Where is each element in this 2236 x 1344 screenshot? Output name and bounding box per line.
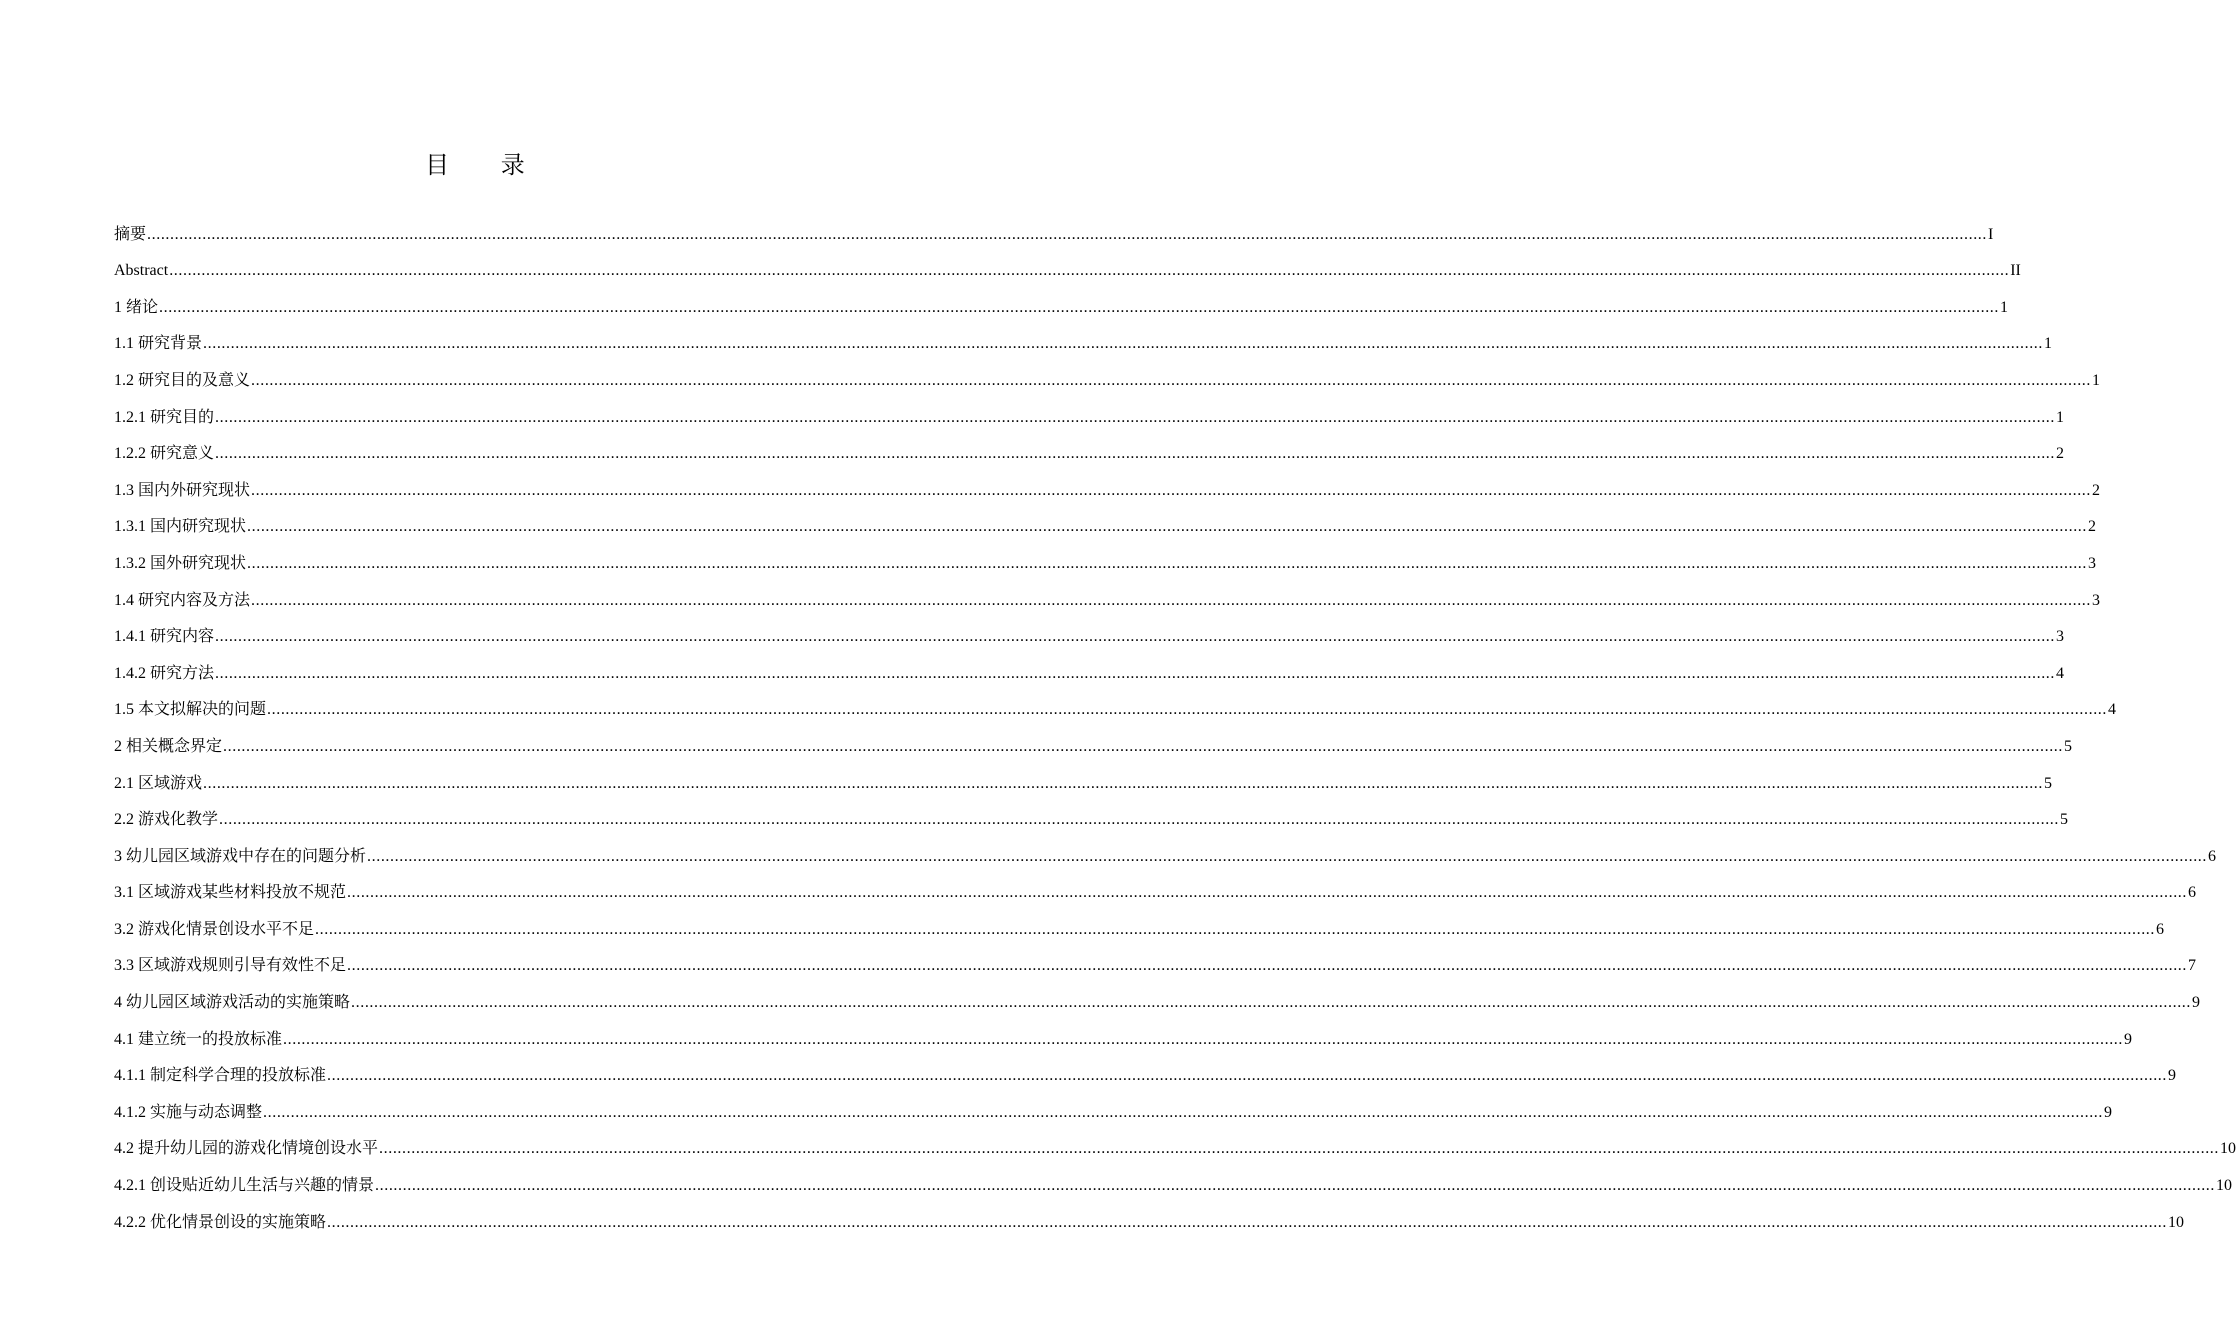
toc-entry-label: 4 幼儿园区域游戏活动的实施策略 bbox=[114, 994, 351, 1012]
toc-entry[interactable] bbox=[114, 976, 2201, 1013]
toc-entry-page-number: 3 bbox=[2088, 554, 2097, 572]
toc-entry-label: 1.3.1 国内研究现状 bbox=[114, 518, 247, 536]
dot-leader: ................................................................................................................................................................................................................................................................................................................................................................................................................ bbox=[251, 591, 2092, 609]
toc-entry[interactable] bbox=[114, 1050, 2177, 1087]
toc-entry-page-number: 9 bbox=[2104, 1103, 2113, 1121]
toc-entry-label: 3.3 区域游戏规则引导有效性不足 bbox=[114, 957, 347, 975]
toc-entry-page-number: 5 bbox=[2044, 774, 2053, 792]
toc-entry-label: 4.2 提升幼儿园的游戏化情境创设水平 bbox=[114, 1140, 379, 1158]
dot-leader: ................................................................................................................................................................................................................................................................................................................................................................................................................ bbox=[215, 628, 2056, 646]
toc-entry-label: 3.2 游戏化情景创设水平不足 bbox=[114, 920, 315, 938]
dot-leader: ................................................................................................................................................................................................................................................................................................................................................................................................................ bbox=[147, 225, 1988, 243]
toc-entry-label: 3 幼儿园区域游戏中存在的问题分析 bbox=[114, 847, 367, 865]
toc-entry-label: 4.2.2 优化情景创设的实施策略 bbox=[114, 1213, 327, 1231]
dot-leader: ................................................................................................................................................................................................................................................................................................................................................................................................................ bbox=[327, 1213, 2168, 1231]
dot-leader: ................................................................................................................................................................................................................................................................................................................................................................................................................ bbox=[263, 1103, 2104, 1121]
toc-entry[interactable] bbox=[114, 1123, 2236, 1160]
dot-leader: ................................................................................................................................................................................................................................................................................................................................................................................................................ bbox=[215, 408, 2056, 426]
dot-leader: ................................................................................................................................................................................................................................................................................................................................................................................................................ bbox=[315, 920, 2156, 938]
dot-leader: ................................................................................................................................................................................................................................................................................................................................................................................................................ bbox=[203, 335, 2044, 353]
toc-entry-label: 1.4.1 研究内容 bbox=[114, 628, 215, 646]
toc-entry-page-number: I bbox=[1988, 225, 1994, 243]
toc-entry-page-number: 2 bbox=[2088, 518, 2097, 536]
toc-entry-page-number: 7 bbox=[2188, 957, 2197, 975]
dot-leader: ................................................................................................................................................................................................................................................................................................................................................................................................................ bbox=[223, 737, 2064, 755]
toc-entry-label: 2.2 游戏化教学 bbox=[114, 811, 219, 829]
toc-entry-label: 3.1 区域游戏某些材料投放不规范 bbox=[114, 884, 347, 902]
dot-leader: ................................................................................................................................................................................................................................................................................................................................................................................................................ bbox=[375, 1177, 2216, 1195]
toc-entry[interactable] bbox=[114, 428, 2065, 465]
toc-entry[interactable] bbox=[114, 647, 2065, 684]
toc-entry-page-number: 5 bbox=[2064, 737, 2073, 755]
toc-entry[interactable] bbox=[114, 794, 2069, 831]
toc-entry-page-number: 9 bbox=[2124, 1030, 2133, 1048]
toc-entry[interactable] bbox=[114, 684, 2117, 721]
dot-leader: ................................................................................................................................................................................................................................................................................................................................................................................................................ bbox=[247, 518, 2088, 536]
toc-entry-page-number: 1 bbox=[2056, 408, 2065, 426]
toc-entry-page-number: 10 bbox=[2216, 1177, 2233, 1195]
toc-entry[interactable] bbox=[114, 354, 2101, 391]
toc-title: 目 录 bbox=[425, 151, 547, 179]
toc-entry-page-number: 3 bbox=[2056, 628, 2065, 646]
toc-entry-label: 1.5 本文拟解决的问题 bbox=[114, 701, 267, 719]
toc-entry[interactable] bbox=[114, 1013, 2133, 1050]
toc-entry-page-number: 1 bbox=[2000, 298, 2009, 316]
toc-entry[interactable] bbox=[114, 318, 2053, 355]
dot-leader: ................................................................................................................................................................................................................................................................................................................................................................................................................ bbox=[351, 994, 2192, 1012]
toc-entry-page-number: 5 bbox=[2060, 811, 2069, 829]
toc-entry-page-number: 1 bbox=[2044, 335, 2053, 353]
toc-entry[interactable] bbox=[114, 208, 1994, 245]
toc-entry[interactable] bbox=[114, 574, 2101, 611]
dot-leader: ................................................................................................................................................................................................................................................................................................................................................................................................................ bbox=[367, 847, 2208, 865]
toc-entry[interactable] bbox=[114, 245, 2021, 282]
toc-entry[interactable] bbox=[114, 464, 2101, 501]
toc-entry[interactable] bbox=[114, 1196, 2185, 1233]
toc-entry-label: 摘要 bbox=[114, 225, 147, 243]
dot-leader: ................................................................................................................................................................................................................................................................................................................................................................................................................ bbox=[327, 1067, 2168, 1085]
toc-entry-label: 1.3.2 国外研究现状 bbox=[114, 554, 247, 572]
toc-entry-page-number: 2 bbox=[2056, 445, 2065, 463]
toc-entry-page-number: 9 bbox=[2192, 994, 2201, 1012]
toc-entry-label: 1.1 研究背景 bbox=[114, 335, 203, 353]
dot-leader: ................................................................................................................................................................................................................................................................................................................................................................................................................ bbox=[251, 371, 2092, 389]
toc-entry-label: 2 相关概念界定 bbox=[114, 737, 223, 755]
toc-entry[interactable] bbox=[114, 757, 2053, 794]
toc-entry-page-number: 10 bbox=[2168, 1213, 2185, 1231]
toc-entry-page-number: 6 bbox=[2156, 920, 2165, 938]
dot-leader: ................................................................................................................................................................................................................................................................................................................................................................................................................ bbox=[215, 664, 2056, 682]
dot-leader: ................................................................................................................................................................................................................................................................................................................................................................................................................ bbox=[247, 554, 2088, 572]
dot-leader: ................................................................................................................................................................................................................................................................................................................................................................................................................ bbox=[159, 298, 2000, 316]
dot-leader: ................................................................................................................................................................................................................................................................................................................................................................................................................ bbox=[215, 445, 2056, 463]
dot-leader: ................................................................................................................................................................................................................................................................................................................................................................................................................ bbox=[169, 262, 2010, 280]
dot-leader: ................................................................................................................................................................................................................................................................................................................................................................................................................ bbox=[203, 774, 2044, 792]
toc-entry-label: 1.4 研究内容及方法 bbox=[114, 591, 251, 609]
toc-entry-label: Abstract bbox=[114, 262, 169, 280]
toc-entry[interactable] bbox=[114, 281, 2009, 318]
toc-entry-label: 4.2.1 创设贴近幼儿生活与兴趣的情景 bbox=[114, 1177, 375, 1195]
toc-entry[interactable] bbox=[114, 501, 2097, 538]
dot-leader: ................................................................................................................................................................................................................................................................................................................................................................................................................ bbox=[219, 811, 2060, 829]
dot-leader: ................................................................................................................................................................................................................................................................................................................................................................................................................ bbox=[347, 957, 2188, 975]
toc-entry-label: 1.4.2 研究方法 bbox=[114, 664, 215, 682]
toc-entry[interactable] bbox=[114, 940, 2197, 977]
toc-entry-page-number: 9 bbox=[2168, 1067, 2177, 1085]
toc-entry-page-number: 3 bbox=[2092, 591, 2101, 609]
toc-entry-label: 2.1 区域游戏 bbox=[114, 774, 203, 792]
toc-entry[interactable] bbox=[114, 537, 2097, 574]
toc-entry-label: 1.3 国内外研究现状 bbox=[114, 481, 251, 499]
dot-leader: ................................................................................................................................................................................................................................................................................................................................................................................................................ bbox=[267, 701, 2108, 719]
toc-entry-label: 4.1.1 制定科学合理的投放标准 bbox=[114, 1067, 327, 1085]
dot-leader: ................................................................................................................................................................................................................................................................................................................................................................................................................ bbox=[251, 481, 2092, 499]
toc-entry-page-number: 10 bbox=[2220, 1140, 2236, 1158]
toc-entry-label: 1 绪论 bbox=[114, 298, 159, 316]
toc-list bbox=[114, 208, 2236, 1233]
toc-entry[interactable] bbox=[114, 867, 2197, 904]
toc-entry-label: 4.1.2 实施与动态调整 bbox=[114, 1103, 263, 1121]
dot-leader: ................................................................................................................................................................................................................................................................................................................................................................................................................ bbox=[379, 1140, 2220, 1158]
toc-entry-page-number: 4 bbox=[2108, 701, 2117, 719]
toc-entry[interactable] bbox=[114, 720, 2073, 757]
toc-entry[interactable] bbox=[114, 1159, 2233, 1196]
toc-entry-page-number: 1 bbox=[2092, 371, 2101, 389]
toc-entry-page-number: 2 bbox=[2092, 481, 2101, 499]
toc-entry[interactable] bbox=[114, 1086, 2113, 1123]
toc-entry-label: 1.2 研究目的及意义 bbox=[114, 371, 251, 389]
dot-leader: ................................................................................................................................................................................................................................................................................................................................................................................................................ bbox=[347, 884, 2188, 902]
toc-entry[interactable] bbox=[114, 830, 2217, 867]
toc-entry-label: 4.1 建立统一的投放标准 bbox=[114, 1030, 283, 1048]
toc-entry-page-number: 6 bbox=[2188, 884, 2197, 902]
toc-entry-label: 1.2.2 研究意义 bbox=[114, 445, 215, 463]
toc-entry[interactable] bbox=[114, 391, 2065, 428]
toc-entry-page-number: 6 bbox=[2208, 847, 2217, 865]
toc-entry[interactable] bbox=[114, 903, 2165, 940]
dot-leader: ................................................................................................................................................................................................................................................................................................................................................................................................................ bbox=[283, 1030, 2124, 1048]
toc-entry[interactable] bbox=[114, 611, 2065, 648]
toc-entry-label: 1.2.1 研究目的 bbox=[114, 408, 215, 426]
toc-entry-page-number: II bbox=[2010, 262, 2021, 280]
toc-entry-page-number: 4 bbox=[2056, 664, 2065, 682]
